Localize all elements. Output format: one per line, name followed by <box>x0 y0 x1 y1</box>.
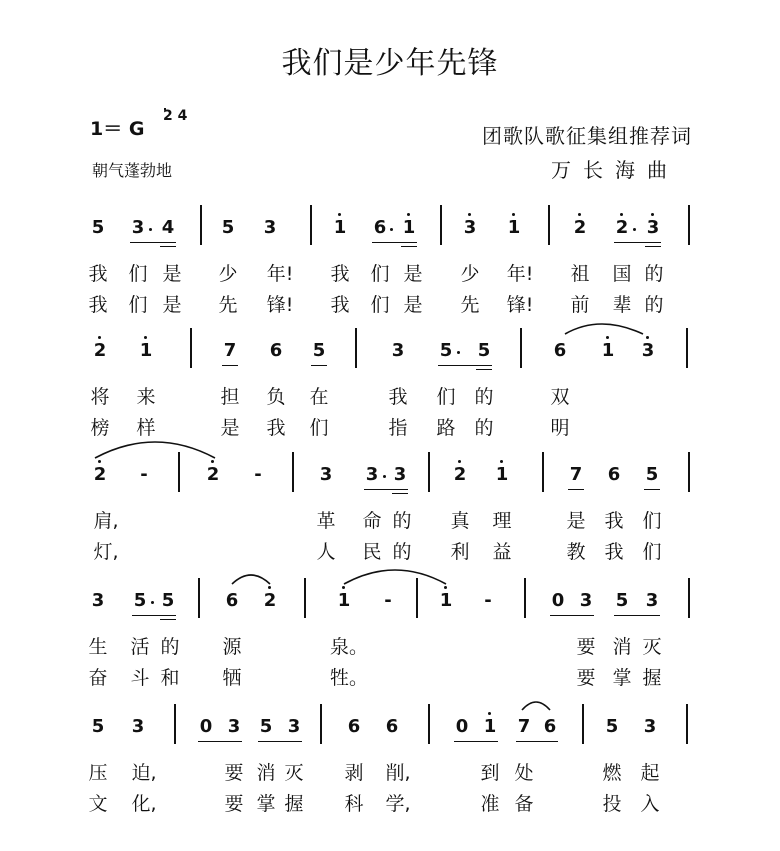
lyric-verse-2: 学, <box>385 793 411 815</box>
lyric-verse-2: 准 <box>480 793 500 815</box>
note: 1 <box>483 716 497 737</box>
note: 3 <box>645 590 659 611</box>
note: 5 <box>91 217 105 238</box>
note: 0 <box>551 590 565 611</box>
note: 6 <box>385 716 399 737</box>
lyric-verse-1: 的 <box>474 386 494 408</box>
lyric-verse-1: 年! <box>506 263 534 285</box>
lyric-verse-2: 入 <box>640 793 660 815</box>
lyric-verse-1: 命 <box>362 510 382 532</box>
note: 5 <box>439 340 453 361</box>
lyric-verse-2: 榜 <box>90 417 110 439</box>
lyric-verse-2: 样 <box>136 417 156 439</box>
lyric-verse-1: 活 <box>130 636 150 658</box>
note: 2 <box>206 464 220 485</box>
lyric-verse-1: 的 <box>392 510 412 532</box>
tempo-marking: 朝气蓬勃地 <box>92 161 173 180</box>
note: 1 <box>139 340 153 361</box>
note: 2 <box>573 217 587 238</box>
lyric-verse-1: 国 <box>612 263 632 285</box>
underline-beam <box>401 246 417 247</box>
lyric-verse-2: 锋! <box>506 294 534 316</box>
note: 2 <box>263 590 277 611</box>
lyric-verse-1: 灭 <box>642 636 662 658</box>
lyric-verse-2: 们 <box>309 417 329 439</box>
lyric-verse-2: 利 <box>450 541 470 563</box>
octave-dot <box>512 213 515 216</box>
lyric-verse-2: 锋! <box>266 294 294 316</box>
lyric-verse-2: 先 <box>218 294 238 316</box>
lyric-verse-1: 消 <box>612 636 632 658</box>
note: 2 <box>93 340 107 361</box>
note: 3 <box>579 590 593 611</box>
octave-dot <box>407 213 410 216</box>
lyric-verse-1: 祖 <box>570 263 590 285</box>
lyric-verse-1: 要 <box>224 762 244 784</box>
lyric-verse-1: 压 <box>88 762 108 784</box>
augmentation-dot <box>390 228 393 231</box>
lyric-verse-1: 理 <box>492 510 512 532</box>
lyric-verse-2: 备 <box>514 793 534 815</box>
time-signature <box>163 108 188 125</box>
underline-beam <box>476 369 492 370</box>
note: 0 <box>199 716 213 737</box>
lyric-verse-1: 的 <box>644 263 664 285</box>
lyric-verse-1: 燃 <box>602 762 622 784</box>
lyric-verse-1: 双 <box>550 386 570 408</box>
lyric-verse-2: 握 <box>284 793 304 815</box>
lyric-verse-1: 将 <box>90 386 110 408</box>
note: 5 <box>615 590 629 611</box>
note: 3 <box>131 716 145 737</box>
barline <box>688 205 690 245</box>
underline-beam <box>372 242 417 243</box>
lyric-verse-2: 和 <box>160 667 180 689</box>
note: 5 <box>161 590 175 611</box>
lyric-verse-1: 们 <box>128 263 148 285</box>
lyric-verse-1: 生 <box>88 636 108 658</box>
note: 2 <box>93 464 107 485</box>
lyric-verse-1: 到 <box>480 762 500 784</box>
score-system-2 <box>0 328 780 438</box>
slur <box>0 578 780 618</box>
augmentation-dot <box>633 228 636 231</box>
note: 5 <box>477 340 491 361</box>
note: 3 <box>319 464 333 485</box>
underline-beam <box>614 242 661 243</box>
lyric-verse-2: 益 <box>492 541 512 563</box>
lyric-verse-1: 们 <box>436 386 456 408</box>
note: 0 <box>455 716 469 737</box>
note: 3 <box>91 590 105 611</box>
key-signature: 1＝ G <box>90 118 145 140</box>
lyric-verse-2: 握 <box>642 667 662 689</box>
lyric-verse-2: 辈 <box>612 294 632 316</box>
lyric-verse-1: 在 <box>309 386 329 408</box>
score-system-5 <box>0 704 780 814</box>
note: 5 <box>133 590 147 611</box>
note: 1 <box>601 340 615 361</box>
lyric-verse-2: 是 <box>162 294 182 316</box>
lyric-verse-2: 教 <box>566 541 586 563</box>
note: 5 <box>312 340 326 361</box>
tie <box>0 452 780 492</box>
lyric-verse-2: 我 <box>88 294 108 316</box>
underline-beam <box>160 619 176 620</box>
note: - <box>254 464 262 485</box>
note: 3 <box>263 217 277 238</box>
lyric-verse-2: 科 <box>344 793 364 815</box>
lyric-verse-1: 真 <box>450 510 470 532</box>
lyric-verse-2: 的 <box>392 541 412 563</box>
lyric-verse-1: 我 <box>88 263 108 285</box>
lyric-verse-1: 少 <box>460 263 480 285</box>
score-system-4 <box>0 578 780 688</box>
lyric-verse-1: 迫, <box>131 762 157 784</box>
lyric-verse-2: 的 <box>474 417 494 439</box>
note: 6 <box>225 590 239 611</box>
lyric-verse-1: 年! <box>266 263 294 285</box>
note: 5 <box>605 716 619 737</box>
lyric-verse-1: 肩, <box>93 510 119 532</box>
lyric-verse-2: 是 <box>220 417 240 439</box>
lyric-verse-1: 削, <box>385 762 411 784</box>
lyric-verse-2: 路 <box>436 417 456 439</box>
lyric-verse-2: 先 <box>460 294 480 316</box>
note: 1 <box>402 217 416 238</box>
note: 3 <box>365 464 379 485</box>
underline-beam <box>130 242 176 243</box>
lyric-verse-1: 剥 <box>344 762 364 784</box>
lyric-verse-2: 的 <box>644 294 664 316</box>
note: 7 <box>569 464 583 485</box>
note: 3 <box>641 340 655 361</box>
note: - <box>384 590 392 611</box>
note: 5 <box>221 217 235 238</box>
note: 2 <box>615 217 629 238</box>
note: 2 <box>453 464 467 485</box>
lyric-verse-2: 文 <box>88 793 108 815</box>
lyric-verse-2: 斗 <box>130 667 150 689</box>
lyric-verse-2: 们 <box>128 294 148 316</box>
note: 1 <box>439 590 453 611</box>
note: 1 <box>333 217 347 238</box>
note: 4 <box>161 217 175 238</box>
lyric-verse-2: 牺 <box>222 667 242 689</box>
lyric-verse-2: 们 <box>370 294 390 316</box>
lyric-verse-1: 少 <box>218 263 238 285</box>
note: 1 <box>507 217 521 238</box>
time-signature-bottom: 4 <box>177 108 188 124</box>
lyric-verse-2: 明 <box>550 417 570 439</box>
lyric-verse-1: 革 <box>316 510 336 532</box>
lyric-verse-2: 要 <box>576 667 596 689</box>
slur <box>0 704 780 744</box>
lyric-verse-2: 牲。 <box>330 667 369 689</box>
lyric-verse-2: 前 <box>570 294 590 316</box>
lyricist-credit: 团歌队歌征集组推荐词 <box>482 124 692 148</box>
time-signature-top: 2 <box>163 108 173 124</box>
lyric-verse-1: 源 <box>222 636 242 658</box>
note: 3 <box>643 716 657 737</box>
lyric-verse-1: 起 <box>640 762 660 784</box>
note: 5 <box>259 716 273 737</box>
composer-credit: 万长海曲 <box>551 158 679 182</box>
underline-beam <box>392 493 408 494</box>
lyric-verse-2: 是 <box>403 294 423 316</box>
lyric-verse-2: 掌 <box>256 793 276 815</box>
barline <box>200 205 202 245</box>
note: 5 <box>645 464 659 485</box>
barline <box>310 205 312 245</box>
augmentation-dot <box>149 228 152 231</box>
note: 5 <box>91 716 105 737</box>
time-signature-line <box>164 108 166 110</box>
octave-dot <box>338 213 341 216</box>
lyric-verse-1: 我 <box>388 386 408 408</box>
slur <box>0 328 780 368</box>
note: 1 <box>337 590 351 611</box>
octave-dot <box>468 213 471 216</box>
lyric-verse-1: 是 <box>566 510 586 532</box>
lyric-verse-2: 们 <box>642 541 662 563</box>
lyric-verse-1: 是 <box>403 263 423 285</box>
octave-dot <box>578 213 581 216</box>
lyric-verse-2: 人 <box>316 541 336 563</box>
note: 6 <box>553 340 567 361</box>
song-title: 我们是少年先锋 <box>281 46 499 81</box>
note: 6 <box>269 340 283 361</box>
underline-beam <box>160 246 176 247</box>
lyric-verse-1: 泉。 <box>330 636 369 658</box>
note: 3 <box>227 716 241 737</box>
lyric-verse-1: 消 <box>256 762 276 784</box>
lyric-verse-2: 灯, <box>93 541 119 563</box>
lyric-verse-2: 奋 <box>88 667 108 689</box>
note: - <box>484 590 492 611</box>
note: 1 <box>495 464 509 485</box>
lyric-verse-1: 灭 <box>284 762 304 784</box>
note: 3 <box>463 217 477 238</box>
lyric-verse-1: 来 <box>136 386 156 408</box>
note: 3 <box>646 217 660 238</box>
lyric-verse-2: 要 <box>224 793 244 815</box>
note: 6 <box>347 716 361 737</box>
note: 3 <box>393 464 407 485</box>
octave-dot <box>651 213 654 216</box>
note: 3 <box>287 716 301 737</box>
score-system-1 <box>0 205 780 315</box>
note: 3 <box>391 340 405 361</box>
octave-dot <box>620 213 623 216</box>
note: 6 <box>607 464 621 485</box>
note: - <box>140 464 148 485</box>
lyric-verse-2: 掌 <box>612 667 632 689</box>
lyric-verse-2: 化, <box>131 793 157 815</box>
lyric-verse-2: 我 <box>330 294 350 316</box>
lyric-verse-1: 负 <box>266 386 286 408</box>
score-system-3 <box>0 452 780 562</box>
barline <box>548 205 550 245</box>
lyric-verse-2: 我 <box>266 417 286 439</box>
lyric-verse-2: 指 <box>388 417 408 439</box>
lyric-verse-1: 要 <box>576 636 596 658</box>
note: 3 <box>131 217 145 238</box>
note: 6 <box>373 217 387 238</box>
lyric-verse-2: 民 <box>362 541 382 563</box>
note: 6 <box>543 716 557 737</box>
note: 7 <box>517 716 531 737</box>
lyric-verse-1: 处 <box>514 762 534 784</box>
lyric-verse-1: 们 <box>370 263 390 285</box>
note: 7 <box>223 340 237 361</box>
lyric-verse-2: 投 <box>602 793 622 815</box>
barline <box>440 205 442 245</box>
lyric-verse-1: 们 <box>642 510 662 532</box>
lyric-verse-1: 我 <box>604 510 624 532</box>
lyric-verse-1: 的 <box>160 636 180 658</box>
lyric-verse-1: 是 <box>162 263 182 285</box>
lyric-verse-2: 我 <box>604 541 624 563</box>
underline-beam <box>645 246 661 247</box>
lyric-verse-1: 我 <box>330 263 350 285</box>
lyric-verse-1: 担 <box>220 386 240 408</box>
